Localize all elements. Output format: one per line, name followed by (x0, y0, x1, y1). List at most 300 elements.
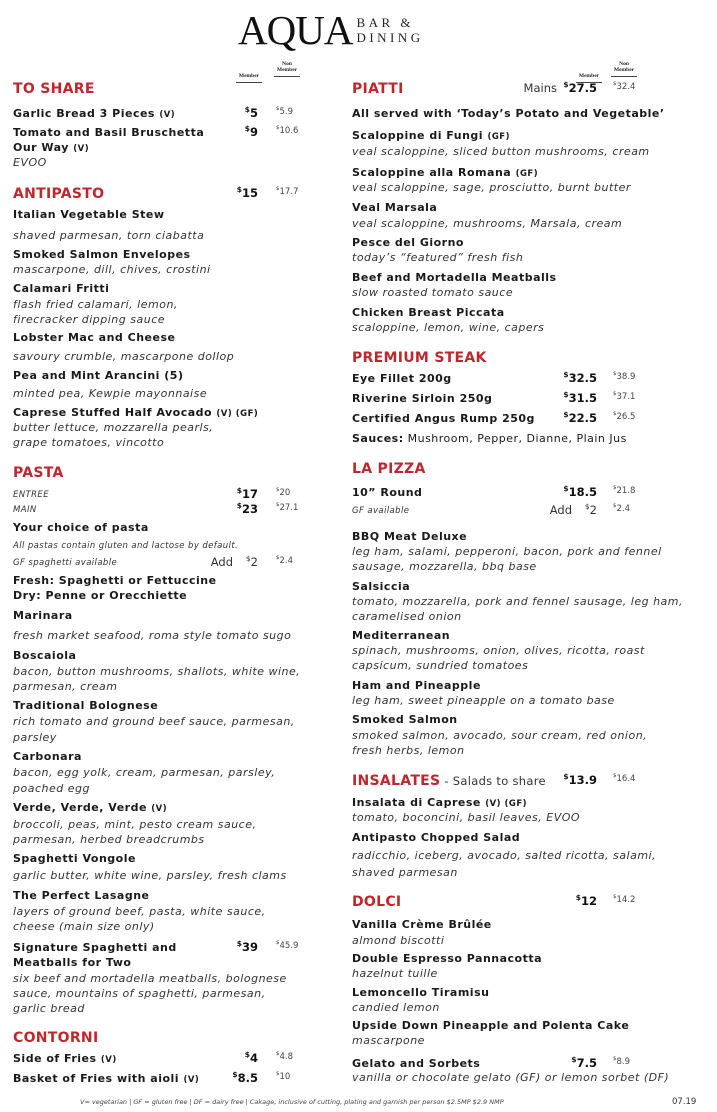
currency-symbol: $ (236, 185, 242, 194)
currency-symbol: $ (563, 370, 569, 379)
item-description (352, 1000, 440, 1016)
dietary-tag: (V) (159, 110, 176, 120)
menu-item (352, 985, 489, 1001)
item-description (13, 228, 204, 244)
item-description (13, 679, 117, 695)
member-price (547, 773, 597, 787)
menu-item-text: Italian Vegetable Stew (13, 208, 165, 221)
nonmember-price (613, 486, 635, 496)
item-description-text: veal scaloppine, sliced button mushrooms, cream (352, 145, 650, 158)
section-heading (13, 465, 64, 481)
menu-item-text: Verde, Verde, Verde (13, 801, 147, 814)
menu-item (352, 485, 422, 501)
currency-symbol: $ (613, 391, 617, 397)
menu-item-text: Scaloppine alla Romana (352, 166, 512, 179)
currency-symbol: $ (276, 502, 280, 508)
item-description-text: butter lettuce, mozzarella pearls, (13, 421, 214, 434)
member-price (208, 1071, 258, 1085)
currency-symbol: $ (563, 772, 569, 781)
menu-item-text: Insalata di Caprese (352, 796, 481, 809)
menu-note-text: All pastas contain gluten and lactose by default. (13, 541, 239, 551)
menu-item (352, 128, 510, 144)
currency-symbol: $ (613, 485, 617, 491)
menu-item (13, 1051, 117, 1067)
menu-item-text: Lobster Mac and Cheese (13, 331, 176, 344)
currency-symbol: $ (563, 484, 569, 493)
menu-item (13, 247, 191, 263)
nonmember-price-value: 10 (279, 1072, 291, 1082)
menu-item-text: All served with ‘Today’s Potato and Vegetable’ (352, 107, 665, 120)
nonmember-price-value: 21.8 (616, 486, 636, 496)
menu-item-text: BBQ Meat Deluxe (352, 530, 468, 543)
nonmember-price (276, 556, 293, 566)
item-description-text: bacon, button mushrooms, shallots, white wine, (13, 665, 301, 678)
menu-item-text: Double Espresso Pannacotta (352, 952, 543, 965)
nonmember-price (276, 107, 293, 117)
menu-item (13, 888, 150, 904)
currency-symbol: $ (613, 411, 617, 417)
member-price (208, 555, 258, 569)
menu-item-text: Dry: Penne or Orecchiette (13, 589, 188, 602)
item-description-text: leg ham, salami, pepperoni, bacon, pork and fennel (352, 545, 662, 558)
item-description (13, 730, 57, 746)
nonmember-price-value: 4.8 (279, 1052, 294, 1062)
menu-item-text: Signature Spaghetti and (13, 941, 177, 954)
member-price (208, 1051, 258, 1065)
member-price-value: 32.5 (568, 371, 597, 385)
nonmember-price (613, 412, 635, 422)
nonmember-price-value: 16.4 (616, 774, 636, 784)
section-heading (13, 186, 104, 202)
item-description (352, 544, 662, 560)
menu-item (13, 125, 204, 141)
item-description-text: layers of ground beef, pasta, white sauce, (13, 905, 266, 918)
footer-code: 07.19 (672, 1097, 697, 1107)
nonmember-price-value: 17.7 (279, 187, 299, 197)
item-description (352, 865, 458, 881)
nonmember-label: Non Member (613, 61, 635, 73)
item-description (13, 312, 165, 328)
item-description-text: slow roasted tomato sauce (352, 286, 514, 299)
section-heading-text: LA PIZZA (352, 461, 426, 477)
item-description (352, 144, 650, 160)
menu-item (352, 305, 505, 321)
menu-item-text: Salsiccia (352, 580, 411, 593)
menu-item (352, 106, 665, 122)
item-description-text: flash fried calamari, lemon, (13, 298, 178, 311)
menu-item (352, 628, 450, 644)
item-description-text: almond biscotti (352, 934, 445, 947)
menu-item-text: Marinara (13, 609, 73, 622)
item-description-text: sausage, mozzarella, bbq base (352, 560, 537, 573)
menu-item (352, 371, 452, 387)
nonmember-price (613, 1057, 630, 1067)
dietary-tag: (V) (GF) (216, 409, 259, 419)
footer-legend: V= vegetarian | GF = gluten free | DF = dairy free | Cakage, inclusive of cutting, plating and garnish per person $2.5MP $2.9 NMP (80, 1098, 504, 1106)
menu-item-text: Caprese Stuffed Half Avocado (13, 406, 213, 419)
nonmember-price-value: 8.9 (616, 1057, 631, 1067)
menu-item (352, 235, 464, 251)
currency-symbol: $ (276, 186, 280, 192)
item-description (13, 628, 291, 644)
nonmember-label: Non Member (276, 61, 298, 73)
member-price-value: 12 (580, 894, 597, 908)
member-price (547, 894, 597, 908)
menu-item (352, 917, 492, 933)
item-description-text: EVOO (13, 156, 47, 169)
menu-item-text: Pea and Mint Arancini (5) (13, 369, 184, 382)
logo-wordmark: AQUA (238, 7, 353, 53)
item-description-text: shaved parmesan, torn ciabatta (13, 229, 205, 242)
menu-item-text: Lemoncello Tiramisu (352, 986, 490, 999)
member-price (547, 81, 597, 95)
menu-item (13, 368, 184, 384)
menu-item (13, 800, 167, 816)
member-price-value: 15 (241, 186, 258, 200)
item-description-text: fresh market seafood, roma style tomato sugo (13, 629, 292, 642)
menu-item (13, 940, 177, 956)
currency-symbol: $ (232, 1070, 238, 1079)
menu-item-text: Calamari Fritti (13, 282, 110, 295)
nonmember-column-header (274, 61, 300, 77)
nonmember-price-value: 20 (279, 488, 291, 498)
currency-symbol: $ (276, 1071, 280, 1077)
item-description (13, 435, 164, 451)
menu-item (13, 608, 73, 624)
menu-item (13, 330, 175, 346)
menu-item (352, 431, 627, 447)
currency-symbol: $ (613, 894, 617, 900)
menu-item-text: Your choice of pasta (13, 521, 149, 534)
item-description (13, 817, 257, 833)
item-description-text: savoury crumble, mascarpone dollop (13, 350, 235, 363)
nonmember-price (276, 187, 298, 197)
item-description (352, 250, 523, 266)
member-column-header (236, 67, 262, 83)
menu-item (13, 140, 89, 156)
nonmember-price-value: 32.4 (616, 82, 636, 92)
menu-item-text: Side of Fries (13, 1052, 97, 1065)
item-description-text: leg ham, sweet pineapple on a tomato base (352, 694, 615, 707)
nonmember-price-value: 2.4 (279, 556, 294, 566)
section-heading (352, 894, 401, 910)
item-description (352, 320, 544, 336)
menu-item-text: 10” Round (352, 486, 423, 499)
menu-item (352, 1018, 629, 1034)
menu-item (13, 405, 258, 421)
item-description-text: sauce, mountains of spaghetti, parmesan, (13, 987, 266, 1000)
nonmember-price-value: 5.9 (279, 107, 294, 117)
logo-sub-line2: DINING (356, 30, 424, 45)
dietary-tag: (V) (183, 1075, 200, 1085)
menu-item (13, 1071, 199, 1087)
item-description-text: hazelnut tuille (352, 967, 438, 980)
member-price-value: 2 (589, 503, 597, 517)
item-description (352, 810, 580, 826)
menu-item-text: Smoked Salmon Envelopes (13, 248, 191, 261)
menu-item (13, 955, 131, 971)
member-price (208, 502, 258, 516)
menu-note-text: GF available (352, 506, 410, 516)
menu-item (13, 698, 158, 714)
menu-item-text: Carbonara (13, 750, 82, 763)
member-label: Member (238, 73, 260, 79)
menu-item (352, 411, 535, 427)
nonmember-price (276, 1052, 293, 1062)
nonmember-price (613, 504, 630, 514)
menu-item (352, 795, 527, 811)
menu-note (352, 503, 409, 519)
currency-symbol: $ (613, 81, 617, 87)
nonmember-price (613, 895, 635, 905)
item-description (13, 420, 213, 436)
item-description (352, 216, 622, 232)
currency-symbol: $ (563, 80, 569, 89)
logo-sub-line1: BAR & (356, 15, 415, 30)
item-description (352, 594, 683, 610)
currency-symbol: $ (244, 105, 250, 114)
item-description (13, 297, 178, 313)
item-description-text: rich tomato and ground beef sauce, parmesan, (13, 715, 295, 728)
menu-item-text: Fresh: Spaghetti or Fettuccine (13, 574, 217, 587)
menu-item-text: Veal Marsala (352, 201, 438, 214)
item-description (13, 868, 287, 884)
currency-symbol: $ (276, 1051, 280, 1057)
item-description-text: tomato, mozzarella, pork and fennel sausage, leg ham, (352, 595, 683, 608)
menu-item-text: Boscaiola (13, 649, 77, 662)
nonmember-price-value: 45.9 (279, 941, 299, 951)
section-heading-text: ANTIPASTO (13, 186, 105, 202)
nonmember-price-value: 38.9 (616, 372, 636, 382)
currency-symbol: $ (613, 371, 617, 377)
item-description-text: garlic butter, white wine, parsley, fresh clams (13, 869, 287, 882)
menu-item (13, 207, 165, 223)
menu-item-text: Meatballs for Two (13, 956, 132, 969)
nonmember-price-value: 2.4 (616, 504, 631, 514)
item-description-text: today’s “featured” fresh fish (352, 251, 524, 264)
nonmember-price-value: 27.1 (279, 503, 299, 513)
menu-item (13, 281, 109, 297)
member-price (547, 391, 597, 405)
menu-item (352, 529, 467, 545)
currency-symbol: $ (236, 501, 242, 510)
menu-item-text: Mediterranean (352, 629, 451, 642)
member-price (547, 503, 597, 517)
nonmember-price-value: 10.6 (279, 126, 299, 136)
section-heading-text: CONTORNI (13, 1030, 99, 1046)
menu-item (13, 106, 175, 122)
member-price-value: 7.5 (576, 1056, 597, 1070)
item-description-text: parmesan, herbed breadcrumbs (13, 833, 205, 846)
price-label: Add (210, 555, 233, 569)
item-description (13, 919, 155, 935)
item-description-text: shaved parmesan (352, 866, 458, 879)
item-description-text: six beef and mortadella meatballs, bolognese (13, 972, 287, 985)
menu-item (352, 270, 557, 286)
member-price (208, 106, 258, 120)
item-description (13, 349, 234, 365)
item-description-text: broccoli, peas, mint, pesto cream sauce, (13, 818, 257, 831)
menu-item-text: Sauces: (352, 432, 404, 445)
item-description-text: tomato, boconcini, basil leaves, EVOO (352, 811, 581, 824)
currency-symbol: $ (236, 486, 242, 495)
menu-note-text: MAIN (13, 505, 37, 515)
menu-item-text: Pesce del Giorno (352, 236, 464, 249)
item-description (352, 728, 647, 744)
member-price-value: 8.5 (237, 1071, 258, 1085)
menu-item (352, 678, 481, 694)
item-description (13, 1001, 85, 1017)
dietary-tag: (V) (100, 1055, 117, 1065)
member-price (208, 125, 258, 139)
item-description-text: veal scaloppine, mushrooms, Marsala, cream (352, 217, 623, 230)
currency-symbol: $ (571, 1055, 577, 1064)
currency-symbol: $ (563, 410, 569, 419)
nonmember-price (613, 82, 635, 92)
menu-item-text: The Perfect Lasagne (13, 889, 150, 902)
currency-symbol: $ (575, 893, 581, 902)
item-description (352, 658, 528, 674)
item-description-text: fresh herbs, lemon (352, 744, 465, 757)
menu-item-text: Vanilla Crème Brûlée (352, 918, 492, 931)
menu-item (352, 830, 520, 846)
item-description-text: mascarpone (352, 1034, 425, 1047)
nonmember-price-value: 26.5 (616, 412, 636, 422)
nonmember-price (276, 488, 290, 498)
menu-item (352, 712, 458, 728)
currency-symbol: $ (276, 125, 280, 131)
menu-item (13, 588, 187, 604)
menu-item-text: Our Way (13, 141, 69, 154)
currency-symbol: $ (613, 503, 617, 509)
member-price-value: 39 (241, 940, 258, 954)
member-price (208, 487, 258, 501)
section-heading-text: PASTA (13, 465, 64, 481)
menu-item (13, 520, 149, 536)
item-description (13, 781, 90, 797)
menu-item-text: Spaghetti Vongole (13, 852, 136, 865)
item-description (13, 986, 266, 1002)
item-description (352, 966, 438, 982)
menu-note (13, 555, 117, 571)
item-description (352, 693, 615, 709)
item-description (13, 155, 47, 171)
section-heading (13, 1030, 98, 1046)
currency-symbol: $ (244, 124, 250, 133)
item-description (352, 559, 537, 575)
member-price-value: 4 (249, 1051, 258, 1065)
currency-symbol: $ (584, 502, 590, 511)
item-description (352, 743, 465, 759)
section-subtitle: - Salads to share (440, 774, 546, 788)
nonmember-price-value: 14.2 (616, 895, 636, 905)
menu-note (13, 538, 238, 554)
restaurant-logo (238, 6, 424, 54)
menu-item-text: Riverine Sirloin 250g (352, 392, 493, 405)
nonmember-column-header-right (611, 61, 637, 77)
member-price-value: 31.5 (568, 391, 597, 405)
menu-item-text: Beef and Mortadella Meatballs (352, 271, 557, 284)
price-label: Mains (523, 81, 557, 95)
item-description-text: bacon, egg yolk, cream, parmesan, parsley, (13, 766, 276, 779)
menu-item-text: Smoked Salmon (352, 713, 458, 726)
nonmember-price (276, 941, 298, 951)
menu-item (13, 573, 217, 589)
nonmember-price (276, 503, 298, 513)
member-price (547, 1056, 597, 1070)
menu-item-text: Upside Down Pineapple and Polenta Cake (352, 1019, 630, 1032)
currency-symbol: $ (244, 1050, 250, 1059)
menu-note (13, 502, 37, 518)
nonmember-price (613, 774, 635, 784)
section-heading-text: DOLCI (352, 894, 402, 910)
section-heading-text: INSALATES (352, 773, 441, 789)
member-label: Member (578, 73, 600, 79)
section-heading (13, 81, 95, 97)
item-description (13, 832, 205, 848)
item-description-text: vanilla or chocolate gelato (GF) or lemon sorbet (DF) (352, 1071, 670, 1084)
currency-symbol: $ (563, 390, 569, 399)
menu-item-text: Eye Fillet 200g (352, 372, 452, 385)
currency-symbol: $ (276, 106, 280, 112)
item-description-text: veal scaloppine, sage, prosciutto, burnt butter (352, 181, 631, 194)
menu-item-text: Certified Angus Rump 250g (352, 412, 535, 425)
currency-symbol: $ (276, 487, 280, 493)
item-detail: Mushroom, Pepper, Dianne, Plain Jus (403, 432, 627, 445)
item-description (13, 664, 300, 680)
member-price (547, 411, 597, 425)
dietary-tag: (V) (73, 144, 90, 154)
item-description (13, 971, 287, 987)
nonmember-price-value: 37.1 (616, 392, 636, 402)
item-description (352, 285, 513, 301)
item-description-text: radicchio, iceberg, avocado, salted ricotta, salami, (352, 849, 657, 862)
item-description-text: mascarpone, dill, chives, crostini (13, 263, 211, 276)
item-description-text: firecracker dipping sauce (13, 313, 166, 326)
menu-item (13, 648, 76, 664)
menu-item-text: Antipasto Chopped Salad (352, 831, 521, 844)
member-price (547, 485, 597, 499)
menu-item-text: Ham and Pineapple (352, 679, 481, 692)
section-heading-text: PIATTI (352, 81, 404, 97)
dietary-tag: (GF) (487, 132, 510, 142)
nonmember-price (613, 392, 635, 402)
item-description (352, 609, 462, 625)
item-description (13, 714, 295, 730)
menu-item-text: Garlic Bread 3 Pieces (13, 107, 155, 120)
item-description (352, 848, 656, 864)
item-description-text: smoked salmon, avocado, sour cream, red onion, (352, 729, 648, 742)
item-description (13, 386, 207, 402)
menu-item (352, 579, 410, 595)
item-description (13, 904, 266, 920)
section-heading-text: TO SHARE (13, 81, 95, 97)
menu-item (13, 749, 82, 765)
dietary-tag: (V) (151, 804, 168, 814)
item-description (13, 262, 211, 278)
item-description-text: parsley (13, 731, 57, 744)
currency-symbol: $ (236, 939, 242, 948)
menu-item-text: Chicken Breast Piccata (352, 306, 505, 319)
section-heading (352, 773, 546, 789)
nonmember-price (613, 372, 635, 382)
currency-symbol: $ (276, 555, 280, 561)
dietary-tag: (GF) (515, 169, 539, 179)
menu-item (352, 951, 542, 967)
menu-note-text: GF spaghetti available (13, 558, 118, 568)
item-description-text: garlic bread (13, 1002, 85, 1015)
menu-item-text: Tomato and Basil Bruschetta (13, 126, 205, 139)
